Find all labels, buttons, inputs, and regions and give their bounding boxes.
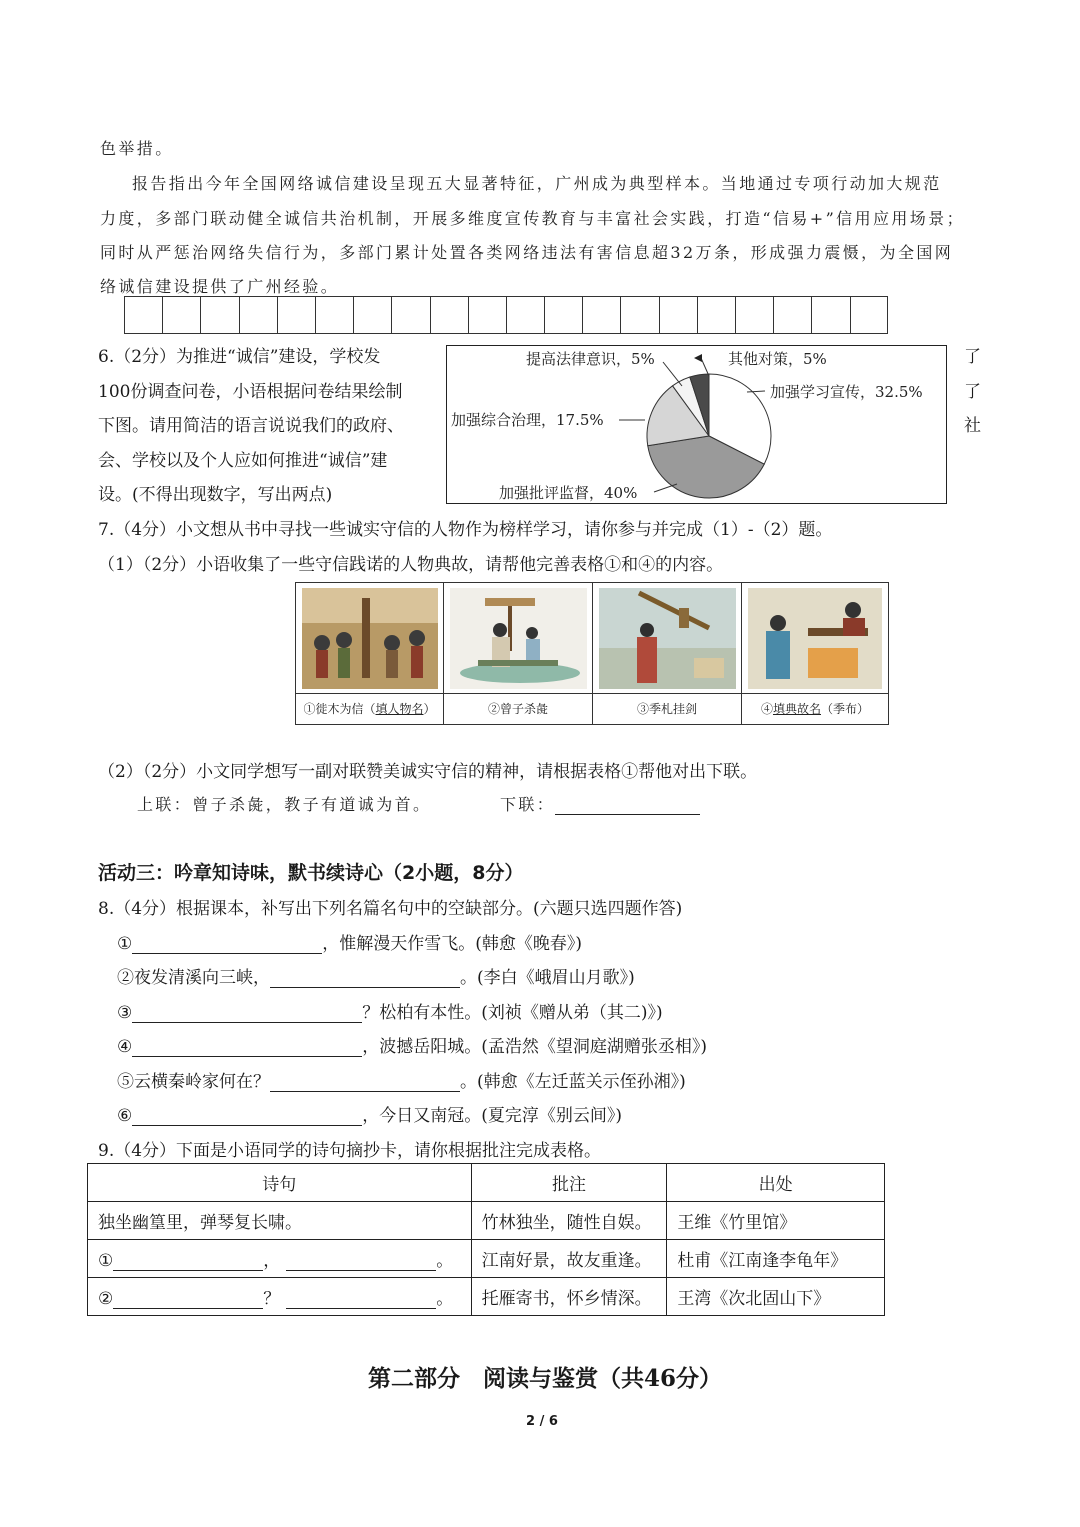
q6-line: 设。(不得出现数字，写出两点) xyxy=(98,485,333,505)
q8-item-6 xyxy=(117,1101,622,1126)
table-row xyxy=(88,1202,885,1240)
q6-line: 下图。请用简洁的语言说说我们的政府、 xyxy=(98,416,404,436)
poem-text: 。 xyxy=(436,1289,454,1309)
grid-cell[interactable] xyxy=(162,297,200,333)
story-illustration xyxy=(599,588,736,689)
grid-cell[interactable] xyxy=(850,297,888,333)
q8-text: ④ xyxy=(117,1037,133,1057)
story-illustration xyxy=(450,588,587,689)
q8-item-5 xyxy=(117,1067,686,1092)
arrow-icon xyxy=(694,354,702,362)
story-table xyxy=(295,582,889,725)
survey-pie-chart xyxy=(446,345,947,504)
story-caption-2: ②曾子杀彘 xyxy=(444,693,592,725)
report-line: 报告指出今年全国网络诚信建设呈现五大显著特征，广州成为典型样本。当地通过专项行动加大规范 xyxy=(132,174,942,193)
couplet-upper: 上联：曾子杀彘，教子有道诚为首。 xyxy=(137,795,432,814)
story-caption-1 xyxy=(296,693,443,725)
q8-text: ③ xyxy=(117,1003,133,1023)
q6-line: 100份调查问卷，小语根据问卷结果绘制 xyxy=(98,382,403,402)
grid-cell[interactable] xyxy=(544,297,582,333)
leader-line xyxy=(663,362,682,386)
pie-svg xyxy=(447,346,945,502)
note-cell: 竹林独坐，随性自娱。 xyxy=(471,1202,667,1240)
q8-item-4 xyxy=(117,1032,707,1057)
pie-label-other: 其他对策，5% xyxy=(728,350,827,368)
grid-cell[interactable] xyxy=(620,297,658,333)
header-cell: 诗句 xyxy=(88,1164,472,1202)
caption-text: ④ xyxy=(760,702,773,716)
poem-text: ？ xyxy=(263,1289,281,1309)
part2-title: 第二部分 阅读与鉴赏（共46分） xyxy=(368,1365,723,1392)
q6-edge-text: 社 xyxy=(964,416,981,436)
pie-label-supervise: 加强批评监督，40% xyxy=(499,484,638,502)
story-cell-1 xyxy=(296,583,444,724)
poem-cell xyxy=(88,1278,472,1316)
poem-cell xyxy=(88,1240,472,1278)
q8-stem: 8.（4分）根据课本，补写出下列名篇名句中的空缺部分。(六题只选四题作答) xyxy=(98,899,683,919)
fill-story-hint[interactable]: 填典故名 xyxy=(772,702,821,716)
q8-text: ① xyxy=(117,934,133,954)
poem-text: 。 xyxy=(436,1251,454,1271)
fill-name-hint[interactable]: 填人物名 xyxy=(375,702,424,716)
source-cell: 杜甫《江南逢李龟年》 xyxy=(667,1240,885,1278)
pie-label-govern: 加强综合治理，17.5% xyxy=(451,411,604,429)
leader-line xyxy=(701,358,709,376)
q8-text: 。(韩愈《左迁蓝关示侄孙湘》) xyxy=(460,1072,686,1092)
grid-cell[interactable] xyxy=(391,297,429,333)
story-cell-4 xyxy=(742,583,888,724)
poem-cell: 独坐幽篁里，弹琴复长啸。 xyxy=(88,1202,472,1240)
note-cell: 江南好景，故友重逢。 xyxy=(471,1240,667,1278)
grid-cell[interactable] xyxy=(124,297,162,333)
grid-cell[interactable] xyxy=(811,297,849,333)
poem-answer-blank[interactable] xyxy=(286,1290,436,1309)
grid-cell[interactable] xyxy=(353,297,391,333)
couplet-lower-label: 下联： xyxy=(500,795,556,814)
answer-grid[interactable] xyxy=(124,296,888,334)
caption-text: ①徙木为信（ xyxy=(303,702,376,716)
q6-line: 6.（2分）为推进“诚信”建设，学校发 xyxy=(98,347,381,367)
report-line: 色举措。 xyxy=(100,139,174,158)
q8-answer-blank[interactable] xyxy=(132,1107,362,1126)
report-line: 同时从严惩治网络失信行为，多部门累计处置各类网络违法有害信息超32万条，形成强力震慑，为全国网 xyxy=(100,243,954,262)
story-illustration xyxy=(302,588,438,689)
q8-answer-blank[interactable] xyxy=(132,935,322,954)
grid-cell[interactable] xyxy=(697,297,735,333)
source-cell: 王湾《次北固山下》 xyxy=(667,1278,885,1316)
q8-answer-blank[interactable] xyxy=(270,1073,460,1092)
report-line: 力度，多部门联动健全诚信共治机制，开展多维度宣传教育与丰富社会实践，打造“信易+”信用应用场景； xyxy=(100,209,965,228)
caption-text: （季布） xyxy=(821,702,870,716)
q8-item-1 xyxy=(117,929,582,954)
poem-card-table xyxy=(87,1163,885,1316)
q8-text: ⑤云横秦岭家何在？ xyxy=(117,1072,270,1092)
grid-cell[interactable] xyxy=(315,297,353,333)
poem-text: ② xyxy=(98,1289,114,1309)
q8-answer-blank[interactable] xyxy=(270,969,460,988)
table-row xyxy=(88,1278,885,1316)
poem-text: ① xyxy=(98,1251,114,1271)
page-number: 2 / 6 xyxy=(526,1414,558,1429)
source-cell: 王维《竹里馆》 xyxy=(667,1202,885,1240)
report-line: 络诚信建设提供了广州经验。 xyxy=(100,277,340,296)
story-caption-3: ③季札挂剑 xyxy=(593,693,741,725)
table-row xyxy=(88,1164,885,1202)
q7-sub2: （2）（2分）小文同学想写一副对联赞美诚实守信的精神，请根据表格①帮他对出下联。 xyxy=(98,762,758,782)
q8-answer-blank[interactable] xyxy=(132,1004,362,1023)
caption-text: ） xyxy=(423,702,436,716)
q8-text: ⑥ xyxy=(117,1106,133,1126)
story-caption-4 xyxy=(742,693,888,725)
q8-text: ，今日又南冠。(夏完淳《别云间》) xyxy=(362,1106,623,1126)
grid-cell[interactable] xyxy=(468,297,506,333)
grid-cell[interactable] xyxy=(582,297,620,333)
couplet-lower xyxy=(500,792,700,815)
q7-sub1: （1）（2分）小语收集了一些守信践诺的人物典故，请帮他完善表格①和④的内容。 xyxy=(98,555,724,575)
grid-cell[interactable] xyxy=(200,297,238,333)
q8-text: 。(李白《峨眉山月歌》) xyxy=(460,968,635,988)
q9-stem: 9.（4分）下面是小语同学的诗句摘抄卡，请你根据批注完成表格。 xyxy=(98,1141,602,1161)
header-cell: 批注 xyxy=(471,1164,667,1202)
story-cell-3 xyxy=(593,583,742,724)
table-row xyxy=(88,1240,885,1278)
poem-answer-blank[interactable] xyxy=(113,1290,263,1309)
header-cell: 出处 xyxy=(667,1164,885,1202)
pie-label-law: 提高法律意识，5% xyxy=(526,350,655,368)
grid-cell[interactable] xyxy=(430,297,468,333)
grid-cell[interactable] xyxy=(506,297,544,333)
pie-label-study: 加强学习宣传，32.5% xyxy=(770,383,923,401)
q8-text: ？松柏有本性。(刘祯《赠从弟（其二)》) xyxy=(362,1003,663,1023)
q8-item-3 xyxy=(117,998,663,1023)
story-illustration xyxy=(748,588,882,689)
poem-text: ， xyxy=(263,1251,281,1271)
q6-line: 会、学校以及个人应如何推进“诚信”建 xyxy=(98,451,388,471)
activity3-title: 活动三：吟章知诗味，默书续诗心（2小题，8分） xyxy=(98,862,524,884)
couplet-answer-blank[interactable] xyxy=(555,796,700,815)
q6-edge-text: 了 xyxy=(964,382,981,402)
q7-stem: 7.（4分）小文想从书中寻找一些诚实守信的人物作为榜样学习，请你参与并完成（1）-（2）题。 xyxy=(98,520,833,540)
q6-edge-text: 了 xyxy=(964,347,981,367)
q8-text: ，波撼岳阳城。(孟浩然《望洞庭湖赠张丞相》) xyxy=(362,1037,708,1057)
grid-cell[interactable] xyxy=(735,297,773,333)
leader-line xyxy=(654,484,677,492)
story-cell-2 xyxy=(444,583,593,724)
grid-cell[interactable] xyxy=(659,297,697,333)
note-cell: 托雁寄书，怀乡情深。 xyxy=(471,1278,667,1316)
poem-answer-blank[interactable] xyxy=(286,1252,436,1271)
q8-answer-blank[interactable] xyxy=(132,1038,362,1057)
grid-cell[interactable] xyxy=(773,297,811,333)
q8-text: ，惟解漫天作雪飞。(韩愈《晚春》) xyxy=(322,934,583,954)
q8-text: ②夜发清溪向三峡， xyxy=(117,968,270,988)
grid-cell[interactable] xyxy=(277,297,315,333)
q8-item-2 xyxy=(117,963,635,988)
grid-cell[interactable] xyxy=(239,297,277,333)
poem-answer-blank[interactable] xyxy=(113,1252,263,1271)
